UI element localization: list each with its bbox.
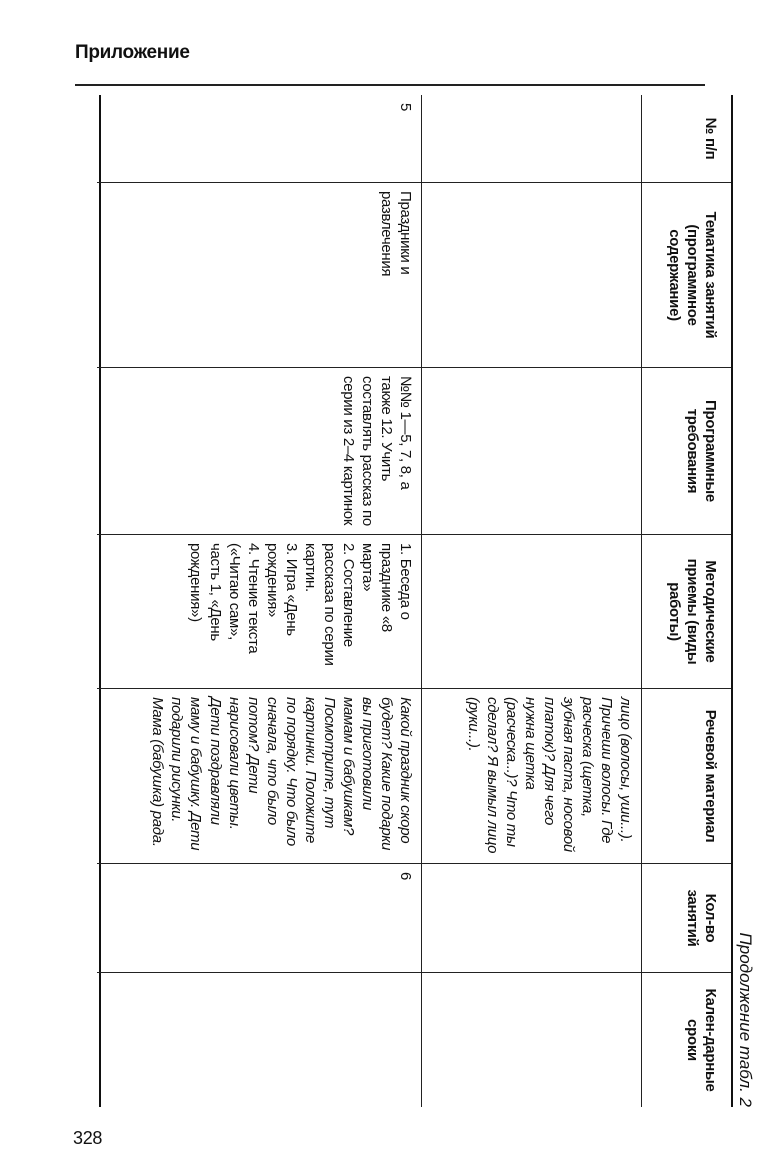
- table-row-5-dates: [97, 972, 421, 1107]
- table-row-continued-requirements: [421, 367, 641, 534]
- table-row-continued-methods: [421, 534, 641, 688]
- table-row-5-topic: Праздники и развлечения: [97, 182, 421, 367]
- header-rule: [75, 84, 705, 86]
- table-row-continued-topic: [421, 182, 641, 367]
- col-header-requirements: Программные требования: [641, 367, 731, 534]
- col-header-speech-material: Речевой материал: [641, 688, 731, 863]
- method-item-3: 3. Игра «День рождения»: [263, 543, 300, 636]
- page-number: 328: [73, 1128, 103, 1148]
- col-header-topic: Тематика занятий (программное содержание): [641, 182, 731, 367]
- table-row-continued-number: [421, 95, 641, 182]
- table-row-5-requirements: №№ 1—5, 7, 8, а также 12. Учить составлять рассказ по серии из 2–4 картинок: [97, 367, 421, 534]
- col-header-count: Кол-во занятий: [641, 863, 731, 972]
- program-table: [99, 95, 733, 1107]
- table-caption: Продолжение табл. 2: [736, 932, 755, 1107]
- table-row-continued-speech-material: лицо (волосы, уши...). Причеши волосы. Где расческа (щетка, зубная паста, носовой платок)? Для чего нужна щетка (расческа...)? Что ты сделал? Я вымыл лицо (руки...).: [421, 688, 641, 863]
- table-row-5-speech-material: Какой праздник скоро будет? Какие подарки вы приготовили мамам и бабушкам? Посмотрите, тут картинки. Положите по порядку. Что было сначала, что было потом? Дети нарисовали цветы. Дети поздравляли маму и бабушку. Дети подарили рисунки. Мама (бабушка) рада.: [97, 688, 421, 863]
- table-row-5-methods: [97, 534, 421, 688]
- running-header-title: Приложение: [75, 42, 190, 63]
- col-header-methods: Методические приемы (виды работы): [641, 534, 731, 688]
- rotated-table-block: [99, 95, 755, 1107]
- col-header-number: № п/п: [641, 95, 731, 182]
- table-row-5-number: 5: [397, 103, 414, 112]
- method-item-4: 4. Чтение текста («Читаю сам», часть 1, «День рождения»): [187, 543, 262, 654]
- method-item-2: 2. Составление рассказа по серии картин.: [301, 543, 357, 666]
- table-row-continued-dates: [421, 972, 641, 1107]
- table-row-continued-count: [421, 863, 641, 972]
- col-header-dates: Кален-дарные сроки: [641, 972, 731, 1107]
- method-item-1: 1. Беседа о празднике «8 марта»: [358, 543, 414, 632]
- table-row-5-count: 6: [97, 863, 421, 972]
